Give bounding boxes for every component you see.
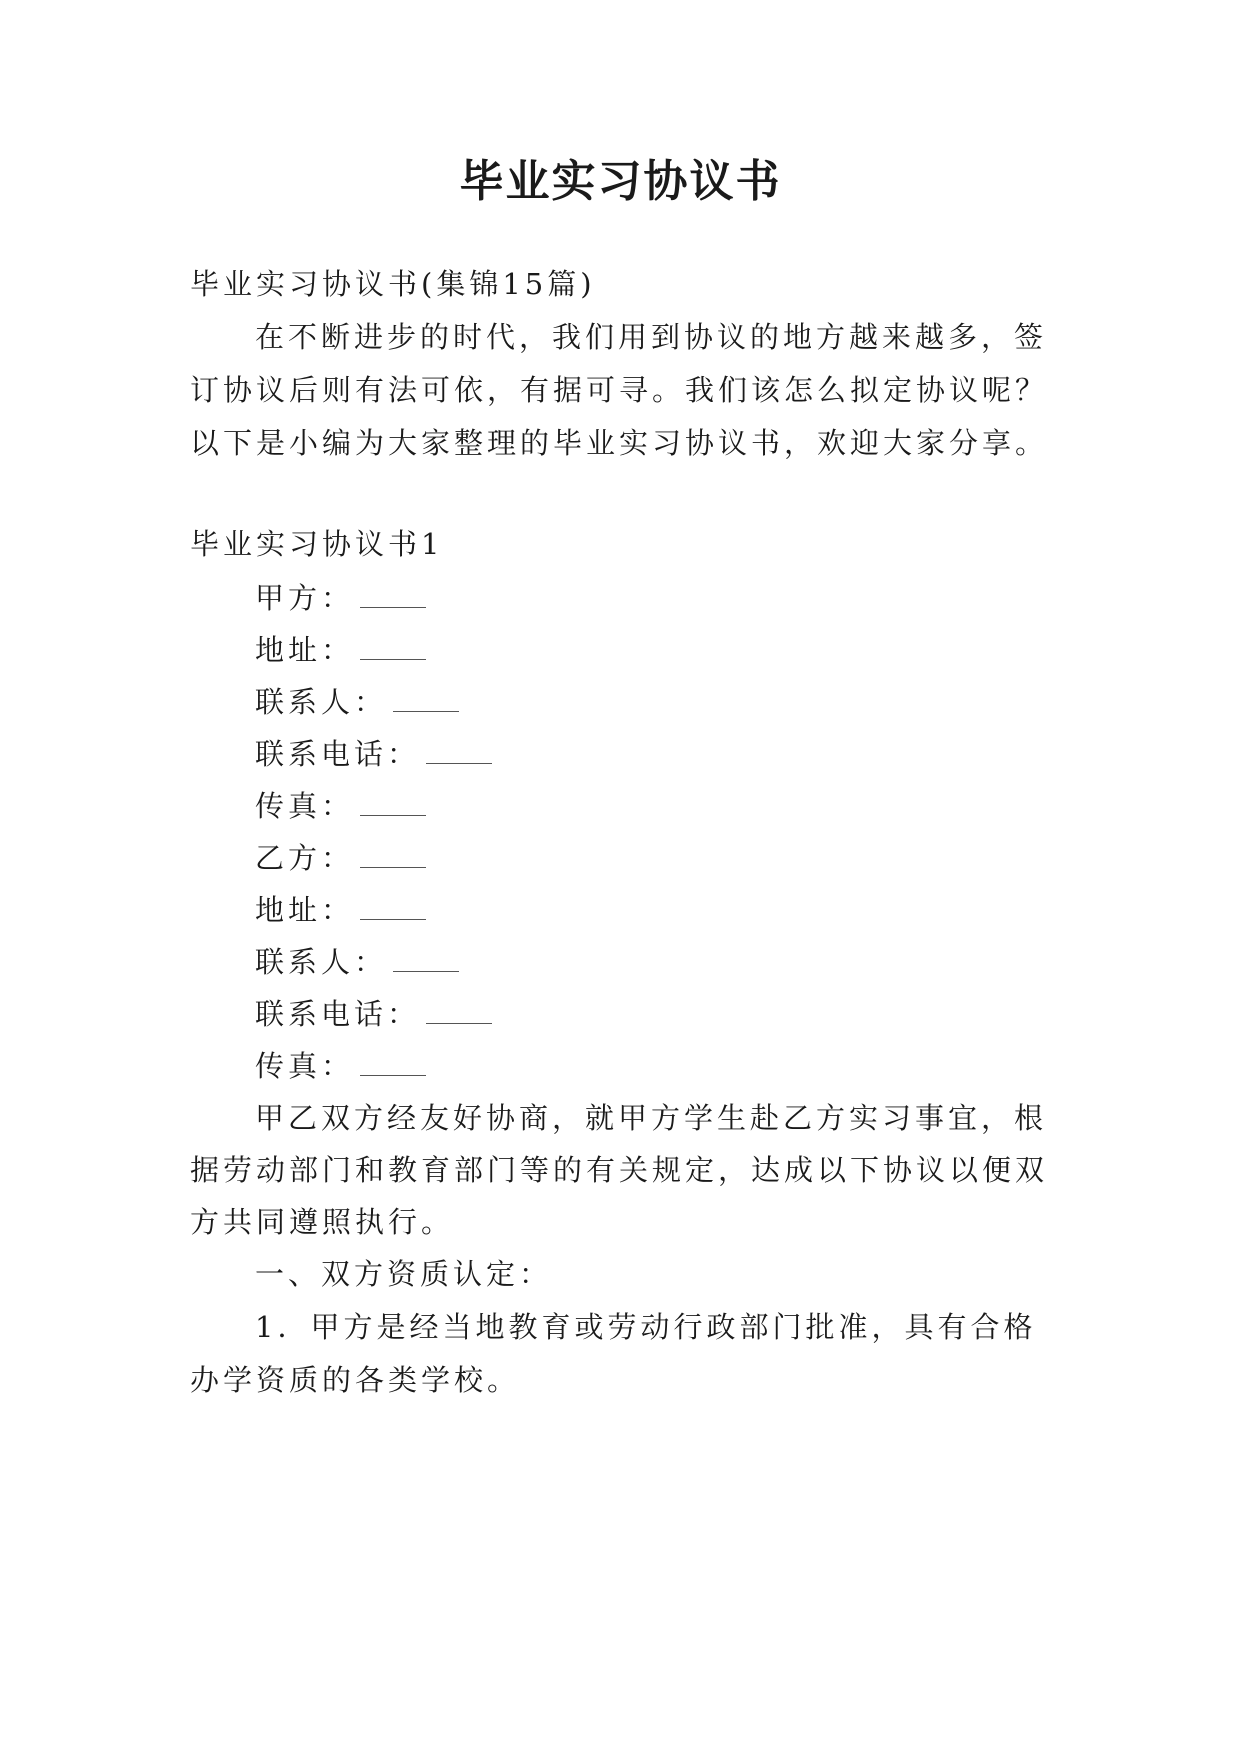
section-heading: 毕业实习协议书1 bbox=[190, 527, 444, 561]
agreement-line-1: 甲乙双方经友好协商，就甲方学生赴乙方实习事宜，根 bbox=[255, 1101, 1048, 1135]
intro-line-3: 以下是小编为大家整理的毕业实习协议书，欢迎大家分享。 bbox=[190, 426, 1049, 460]
field-label: 地址： bbox=[255, 893, 355, 927]
field-party-b bbox=[255, 838, 426, 878]
field-address-a bbox=[255, 630, 426, 670]
blank-underline bbox=[360, 841, 426, 868]
field-label: 联系人： bbox=[255, 685, 388, 719]
intro-line-2: 订协议后则有法可依，有据可寻。我们该怎么拟定协议呢？ bbox=[190, 373, 1049, 407]
field-party-a bbox=[255, 578, 426, 618]
field-phone-a bbox=[255, 734, 492, 774]
document-title: 毕业实习协议书 bbox=[459, 156, 782, 207]
document-subtitle: 毕业实习协议书(集锦15篇) bbox=[190, 267, 596, 301]
field-fax-b bbox=[255, 1046, 426, 1086]
clause1-line-2: 办学资质的各类学校。 bbox=[190, 1363, 521, 1397]
field-label: 乙方： bbox=[255, 841, 355, 875]
field-phone-b bbox=[255, 994, 492, 1034]
field-label: 联系电话： bbox=[255, 997, 421, 1031]
blank-underline bbox=[393, 945, 459, 972]
blank-underline bbox=[360, 633, 426, 660]
clause-heading: 一、双方资质认定： bbox=[255, 1257, 553, 1291]
field-label: 传真： bbox=[255, 789, 355, 823]
blank-underline bbox=[360, 581, 426, 608]
field-label: 传真： bbox=[255, 1049, 355, 1083]
blank-underline bbox=[360, 1049, 426, 1076]
field-contact-a bbox=[255, 682, 459, 722]
agreement-line-3: 方共同遵照执行。 bbox=[190, 1205, 455, 1239]
field-contact-b bbox=[255, 942, 459, 982]
agreement-line-2: 据劳动部门和教育部门等的有关规定，达成以下协议以便双 bbox=[190, 1153, 1049, 1187]
field-fax-a bbox=[255, 786, 426, 826]
field-label: 地址： bbox=[255, 633, 355, 667]
intro-line-1: 在不断进步的时代，我们用到协议的地方越来越多，签 bbox=[255, 320, 1048, 354]
blank-underline bbox=[393, 685, 459, 712]
field-label: 联系电话： bbox=[255, 737, 421, 771]
clause1-line-1: 1．甲方是经当地教育或劳动行政部门批准，具有合格 bbox=[255, 1310, 1037, 1344]
field-address-b bbox=[255, 890, 426, 930]
blank-underline bbox=[426, 737, 492, 764]
field-label: 联系人： bbox=[255, 945, 388, 979]
field-label: 甲方： bbox=[255, 581, 355, 615]
blank-underline bbox=[360, 893, 426, 920]
blank-underline bbox=[426, 997, 492, 1024]
blank-underline bbox=[360, 789, 426, 816]
